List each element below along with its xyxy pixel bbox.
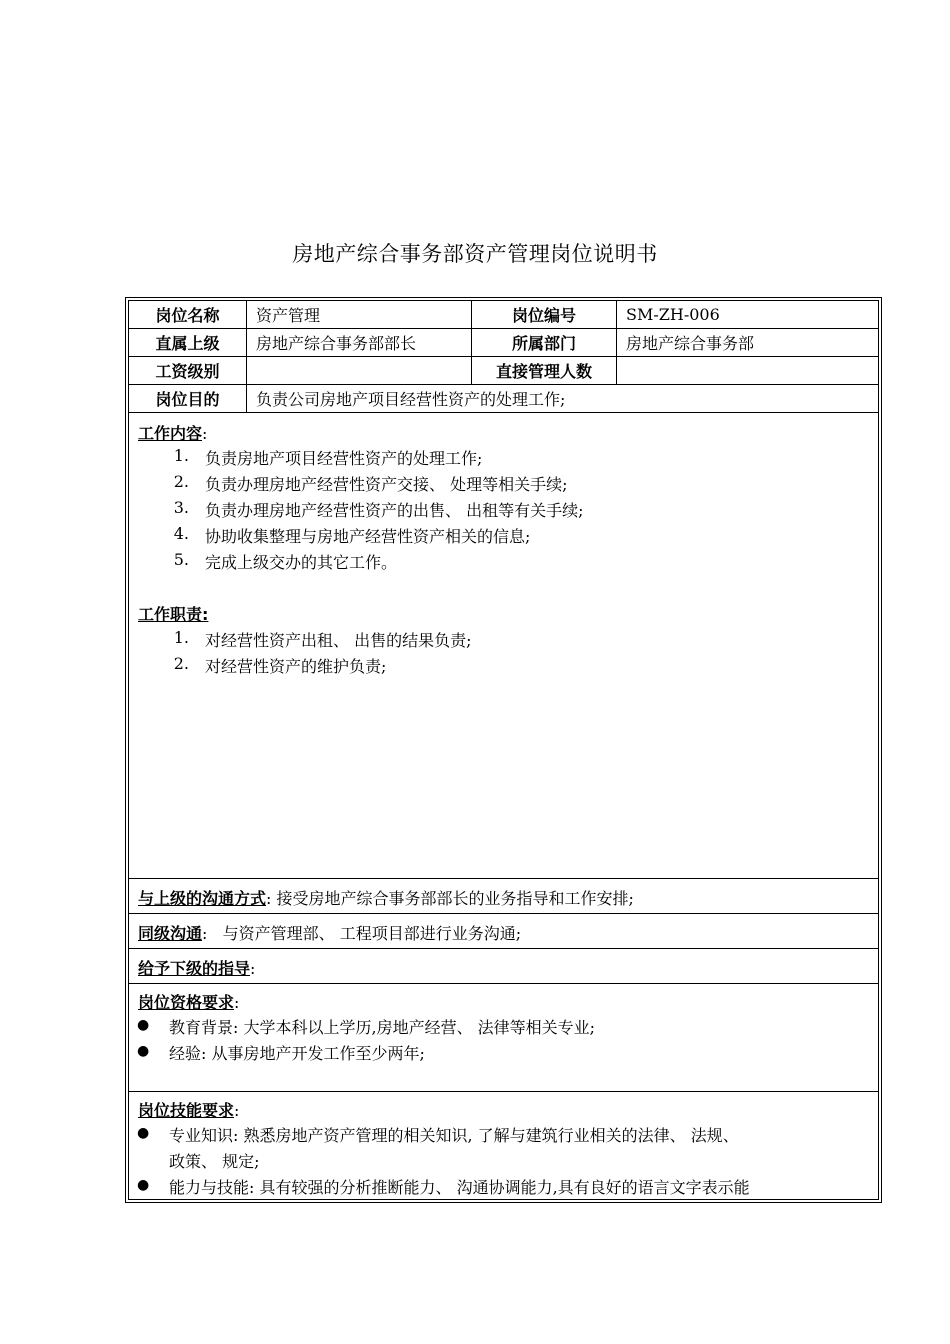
- list-item-text: 协助收集整理与房地产经营性资产相关的信息;: [205, 527, 531, 546]
- list-item-number: 1.: [173, 446, 189, 465]
- skill-abilities: 能力与技能: 具有较强的分析推断能力、 沟通协调能力,具有良好的语言文字表示能: [169, 1178, 750, 1197]
- value-direct-reports: [617, 357, 878, 384]
- skill-professional-knowledge: 专业知识: 熟悉房地产资产管理的相关知识, 了解与建筑行业相关的法律、 法规、: [169, 1126, 739, 1145]
- list-item-number: 3.: [173, 498, 189, 517]
- label-direct-reports: 直接管理人数: [472, 357, 617, 384]
- superior-communication-heading: 与上级的沟通方式: [138, 889, 267, 908]
- subordinate-guidance-row: [138, 956, 255, 979]
- superior-communication-section: [129, 879, 878, 914]
- list-item-number: 2.: [173, 654, 189, 673]
- subordinate-guidance-text: :: [250, 959, 256, 978]
- label-position-purpose: 岗位目的: [129, 385, 247, 412]
- list-item-number: 2.: [173, 472, 189, 491]
- superior-communication-text: : 接受房地产综合事务部部长的业务指导和工作安排;: [266, 889, 634, 908]
- table-row-position-purpose: [129, 385, 878, 413]
- qualifications-heading: [138, 990, 239, 1013]
- work-duties-heading: [138, 602, 208, 625]
- value-salary-level: [247, 357, 472, 384]
- peer-communication-section: [129, 914, 878, 949]
- peer-communication-heading: 同级沟通: [138, 924, 203, 943]
- work-content-colon: :: [202, 424, 208, 443]
- work-content-section: [129, 413, 878, 879]
- job-description-table: [125, 297, 882, 1203]
- superior-communication-row: [138, 886, 634, 909]
- list-item-text: 完成上级交办的其它工作。: [205, 553, 398, 572]
- bullet-icon: ●: [137, 1177, 150, 1193]
- skills-heading-text: 岗位技能要求: [138, 1101, 235, 1120]
- qualifications-colon: :: [234, 993, 240, 1012]
- value-department: 房地产综合事务部: [626, 334, 755, 353]
- value-direct-superior: 房地产综合事务部部长: [247, 329, 472, 356]
- qualifications-section: [129, 984, 878, 1092]
- list-item-text: 对经营性资产出租、 出售的结果负责;: [205, 631, 472, 650]
- table-row-direct-superior: [129, 329, 878, 357]
- work-duties-heading-text: 工作职责:: [138, 605, 209, 624]
- document-title: 房地产综合事务部资产管理岗位说明书: [292, 242, 658, 266]
- work-content-heading: [138, 421, 207, 444]
- qualification-education: 教育背景: 大学本科以上学历,房地产经营、 法律等相关专业;: [169, 1018, 596, 1037]
- list-item-number: 4.: [173, 524, 189, 543]
- qualification-experience: 经验: 从事房地产开发工作至少两年;: [169, 1044, 425, 1063]
- list-item-number: 5.: [173, 550, 189, 569]
- label-position-code: 岗位编号: [472, 301, 617, 328]
- table-row-salary-level: [129, 357, 878, 385]
- bullet-icon: ●: [137, 1125, 150, 1141]
- skill-professional-knowledge-cont: 政策、 规定;: [169, 1152, 260, 1171]
- list-item-number: 1.: [173, 628, 189, 647]
- list-item-text: 负责办理房地产经营性资产交接、 处理等相关手续;: [205, 475, 568, 494]
- peer-communication-text: : 与资产管理部、 工程项目部进行业务沟通;: [202, 924, 522, 943]
- subordinate-guidance-section: [129, 949, 878, 984]
- value-position-name: 资产管理: [247, 301, 472, 328]
- value-position-purpose: 负责公司房地产项目经营性资产的处理工作;: [256, 390, 566, 409]
- list-item-text: 负责房地产项目经营性资产的处理工作;: [205, 449, 483, 468]
- skills-heading: [138, 1098, 239, 1121]
- skills-colon: :: [234, 1101, 240, 1120]
- peer-communication-row: [138, 921, 521, 944]
- label-direct-superior: 直属上级: [129, 329, 247, 356]
- table-inner-border: [128, 300, 879, 1200]
- value-position-code: SM-ZH-006: [626, 305, 720, 324]
- table-row-position-name: [129, 301, 878, 329]
- list-item-text: 对经营性资产的维护负责;: [205, 657, 387, 676]
- bullet-icon: ●: [137, 1017, 150, 1033]
- work-content-heading-text: 工作内容: [138, 424, 203, 443]
- list-item-text: 负责办理房地产经营性资产的出售、 出租等有关手续;: [205, 501, 584, 520]
- qualifications-heading-text: 岗位资格要求: [138, 993, 235, 1012]
- subordinate-guidance-heading: 给予下级的指导: [138, 959, 251, 978]
- bullet-icon: ●: [137, 1043, 150, 1059]
- label-salary-level: 工资级别: [129, 357, 247, 384]
- skills-section: [129, 1092, 878, 1201]
- label-position-name: 岗位名称: [129, 301, 247, 328]
- label-department: 所属部门: [472, 329, 617, 356]
